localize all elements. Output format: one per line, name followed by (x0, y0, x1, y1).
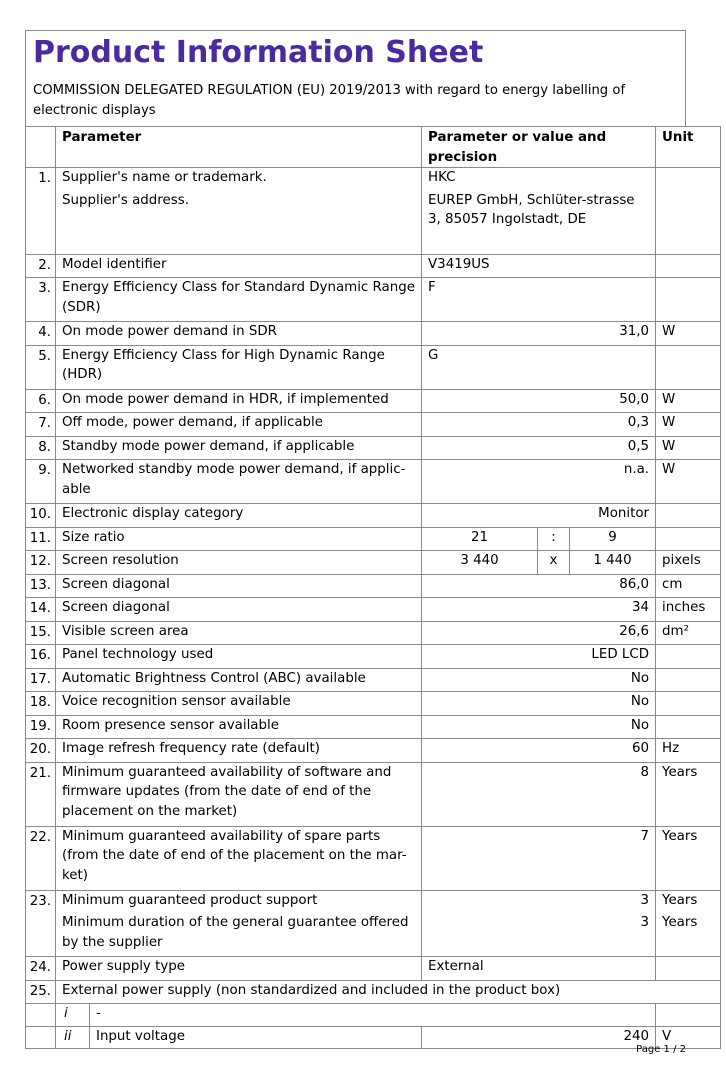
row-value: F (422, 278, 656, 322)
row-value: 31,0 (422, 322, 656, 346)
ratio-width: 21 (422, 527, 538, 551)
table-row (26, 254, 721, 278)
row-value: HKC (422, 168, 656, 191)
row-parameter: Screen diagonal (56, 598, 422, 622)
row-parameter: On mode power demand in SDR (56, 322, 422, 346)
table-row (26, 645, 721, 669)
row-unit: W (656, 436, 721, 460)
row-parameter: Energy Efficiency Class for Standard Dynamic Range (SDR) (56, 278, 422, 322)
row-unit: Years (656, 762, 721, 826)
table-row (26, 527, 721, 551)
resolution-width: 3 440 (422, 551, 538, 575)
column-header-unit: Unit (656, 127, 721, 168)
row-parameter: Model identifier (56, 254, 422, 278)
row-number: 9. (26, 460, 56, 504)
row-value: 50,0 (422, 389, 656, 413)
row-value: 34 (422, 598, 656, 622)
row-number: 5. (26, 345, 56, 389)
row-unit: inches (656, 598, 721, 622)
row-unit: cm (656, 574, 721, 598)
table-row (26, 1026, 721, 1049)
table-row (26, 322, 721, 346)
row-parameter: Voice recognition sensor available (56, 692, 422, 716)
row-number: 17. (26, 668, 56, 692)
row-number: 6. (26, 389, 56, 413)
row-parameter: On mode power demand in HDR, if implemented (56, 389, 422, 413)
row-parameter: External power supply (non standardized and included in the product box) (56, 980, 721, 1004)
row-unit (656, 504, 721, 528)
row-unit: W (656, 322, 721, 346)
row-value: EUREP GmbH, Schlüter-strasse 3, 85057 Ingolstadt, DE (422, 191, 656, 255)
row-number: 12. (26, 551, 56, 575)
table-row (26, 278, 721, 322)
row-unit (656, 278, 721, 322)
row-number: 25. (26, 980, 56, 1004)
row-parameter: - (90, 1004, 656, 1027)
row-number: 7. (26, 413, 56, 437)
row-unit (656, 1004, 721, 1027)
sub-row-number: i (56, 1004, 90, 1027)
row-unit (656, 715, 721, 739)
row-value: External (422, 957, 656, 981)
row-parameter: Screen resolution (56, 551, 422, 575)
table-row (26, 413, 721, 437)
table-row (26, 551, 721, 575)
regulation-subtitle: COMMISSION DELEGATED REGULATION (EU) 2019/2013 with regard to energy labelling of electronic displays (33, 83, 626, 118)
table-row (26, 668, 721, 692)
row-unit: Years (656, 913, 721, 957)
row-value: G (422, 345, 656, 389)
row-parameter: Visible screen area (56, 621, 422, 645)
table-row (26, 826, 721, 890)
row-value: No (422, 692, 656, 716)
table-row (26, 436, 721, 460)
page-title: Product Information Sheet (33, 35, 484, 70)
row-unit: V (656, 1026, 721, 1049)
row-parameter: Minimum duration of the general guarantee offered by the supplier (56, 913, 422, 957)
table-row (26, 1004, 721, 1027)
row-number: 8. (26, 436, 56, 460)
row-unit: Years (656, 890, 721, 913)
table-row (26, 762, 721, 826)
row-unit: W (656, 460, 721, 504)
row-unit: pixels (656, 551, 721, 575)
row-value: 60 (422, 739, 656, 763)
row-value: Monitor (422, 504, 656, 528)
row-number: 21. (26, 762, 56, 826)
row-number: 18. (26, 692, 56, 716)
resolution-separator: x (538, 551, 570, 575)
row-parameter: Standby mode power demand, if applicable (56, 436, 422, 460)
row-value: LED LCD (422, 645, 656, 669)
row-unit (656, 645, 721, 669)
row-number: 20. (26, 739, 56, 763)
page-number: Page 1 / 2 (636, 1044, 686, 1055)
row-number: 23. (26, 890, 56, 913)
table-row (26, 168, 721, 191)
row-value: 3 (422, 890, 656, 913)
row-unit (656, 254, 721, 278)
row-value: 7 (422, 826, 656, 890)
row-number (26, 913, 56, 957)
table-row (26, 598, 721, 622)
row-number: 14. (26, 598, 56, 622)
table-row (26, 715, 721, 739)
row-value: 0,3 (422, 413, 656, 437)
row-number (26, 191, 56, 255)
row-parameter: Screen diagonal (56, 574, 422, 598)
row-value: No (422, 668, 656, 692)
row-parameter: Size ratio (56, 527, 422, 551)
row-number: 13. (26, 574, 56, 598)
row-parameter: Input voltage (90, 1026, 422, 1049)
table-header-row (26, 127, 721, 168)
ratio-height: 9 (570, 527, 656, 551)
row-parameter: Minimum guaranteed product support (56, 890, 422, 913)
row-unit: W (656, 389, 721, 413)
row-parameter: Energy Efficiency Class for High Dynamic Range (HDR) (56, 345, 422, 389)
row-parameter: Networked standby mode power demand, if applic-able (56, 460, 422, 504)
row-number: 22. (26, 826, 56, 890)
table-row (26, 739, 721, 763)
row-value: 86,0 (422, 574, 656, 598)
row-number: 1. (26, 168, 56, 191)
sheet-header (25, 30, 686, 126)
row-number: 19. (26, 715, 56, 739)
row-value: 8 (422, 762, 656, 826)
table-row (26, 574, 721, 598)
table-row (26, 460, 721, 504)
table-row (26, 504, 721, 528)
row-unit: dm² (656, 621, 721, 645)
table-row (26, 621, 721, 645)
row-value: No (422, 715, 656, 739)
row-parameter: Minimum guaranteed availability of software and firmware updates (from the date of end of the placement on the market) (56, 762, 422, 826)
row-unit (656, 668, 721, 692)
row-number: 2. (26, 254, 56, 278)
row-unit (656, 191, 721, 255)
row-parameter: Automatic Brightness Control (ABC) available (56, 668, 422, 692)
table-row (26, 913, 721, 957)
product-information-sheet (25, 30, 706, 1049)
table-row (26, 890, 721, 913)
parameter-table (25, 126, 721, 1049)
row-parameter: Off mode, power demand, if applicable (56, 413, 422, 437)
row-number: 3. (26, 278, 56, 322)
row-parameter: Power supply type (56, 957, 422, 981)
row-parameter: Electronic display category (56, 504, 422, 528)
row-unit: Hz (656, 739, 721, 763)
table-row (26, 389, 721, 413)
ratio-separator: : (538, 527, 570, 551)
row-number: 10. (26, 504, 56, 528)
row-parameter: Panel technology used (56, 645, 422, 669)
row-number: 11. (26, 527, 56, 551)
row-unit: Years (656, 826, 721, 890)
row-parameter: Room presence sensor available (56, 715, 422, 739)
row-value: 0,5 (422, 436, 656, 460)
row-parameter: Image refresh frequency rate (default) (56, 739, 422, 763)
row-number: 24. (26, 957, 56, 981)
row-value: n.a. (422, 460, 656, 504)
row-value: 3 (422, 913, 656, 957)
table-row (26, 957, 721, 981)
row-parameter: Minimum guaranteed availability of spare parts (from the date of end of the placement on the mar-ket) (56, 826, 422, 890)
table-row (26, 980, 721, 1004)
row-number: 15. (26, 621, 56, 645)
row-value: 240 (422, 1026, 656, 1049)
column-header-parameter: Parameter (56, 127, 422, 168)
row-parameter: Supplier's name or trademark. (56, 168, 422, 191)
row-unit (656, 957, 721, 981)
row-value: 26,6 (422, 621, 656, 645)
row-unit: W (656, 413, 721, 437)
row-value: V3419US (422, 254, 656, 278)
sub-row-number: ii (56, 1026, 90, 1049)
row-number: 4. (26, 322, 56, 346)
row-number: 16. (26, 645, 56, 669)
row-unit (656, 168, 721, 191)
row-unit (656, 527, 721, 551)
row-parameter: Supplier's address. (56, 191, 422, 255)
row-unit (656, 692, 721, 716)
row-unit (656, 345, 721, 389)
column-header-value: Parameter or value and precision (422, 127, 656, 168)
table-row (26, 345, 721, 389)
table-row (26, 191, 721, 255)
table-row (26, 692, 721, 716)
resolution-height: 1 440 (570, 551, 656, 575)
